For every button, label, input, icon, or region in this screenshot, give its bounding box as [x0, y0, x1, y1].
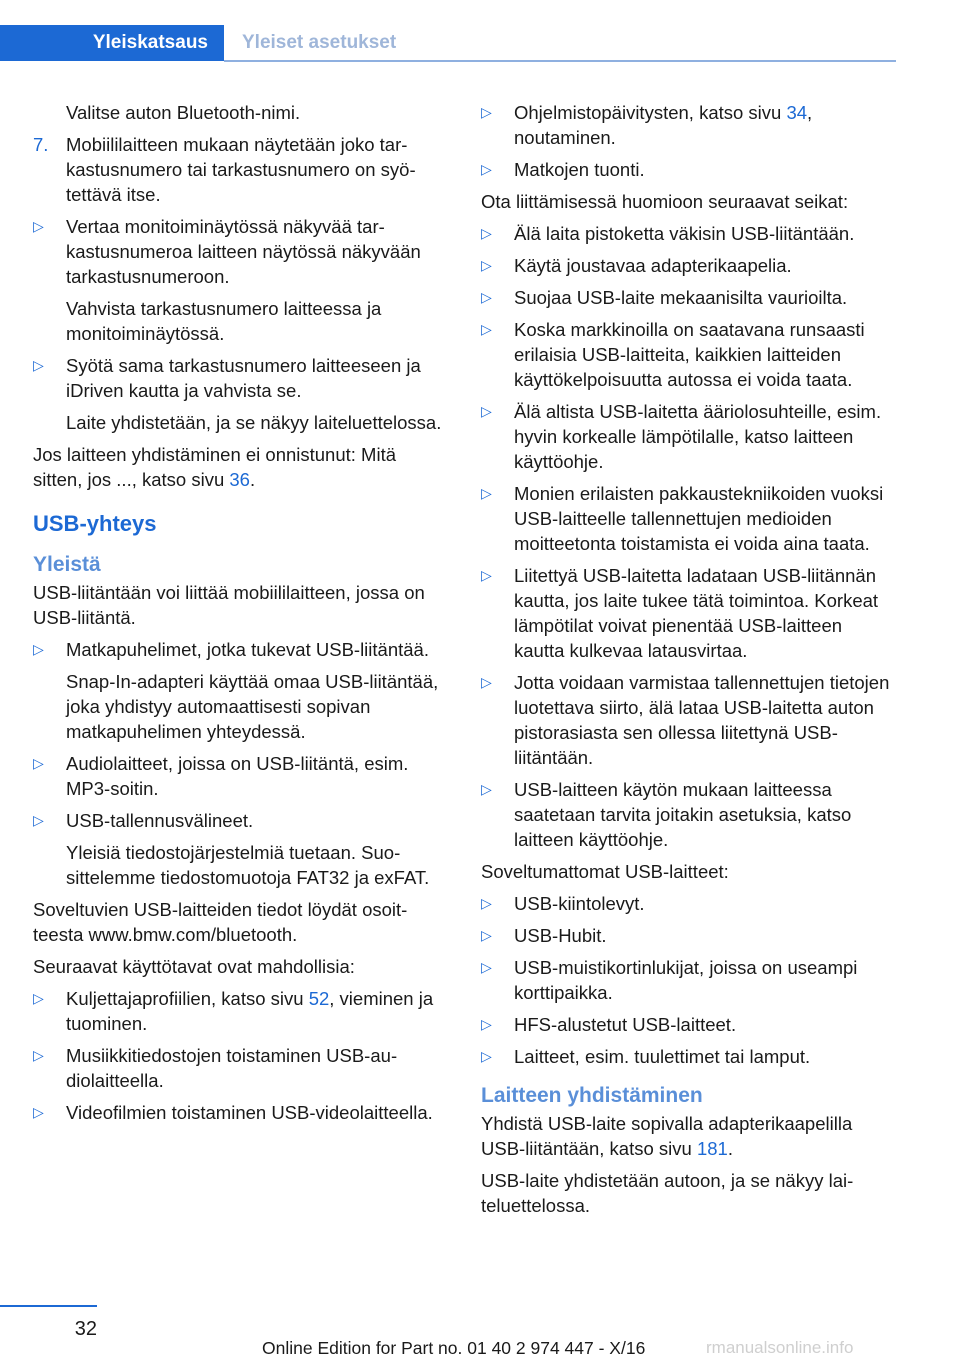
subsection-heading: Yleistä [33, 553, 101, 576]
list-item [481, 100, 897, 150]
list-item-text: USB-laitteen käytön mukaan laitteessa saatetaan tarvita joitakin asetuksia, katso laitteen käyttöohje. [514, 779, 852, 850]
numbered-step-7 [33, 132, 445, 207]
paragraph: USB-laite yhdistetään autoon, ja se näkyy laiteluettelossa. [481, 1170, 854, 1216]
list-item [33, 214, 445, 346]
list-item-text: USB-Hubit. [514, 925, 607, 946]
footer-rule [0, 1305, 97, 1307]
list-item-subtext: Yleisiä tiedostojärjestelmiä tuetaan. Suosittelemme tiedostomuotoja FAT32 ja exFAT. [66, 842, 430, 888]
paragraph: Soveltumattomat USB-laitteet: [481, 861, 729, 882]
header-tab-overview-label: Yleiskatsaus [92, 32, 208, 53]
subsection-heading: Laitteen yhdistäminen [481, 1084, 703, 1107]
bullet-list [33, 986, 445, 1125]
list-item [481, 563, 897, 663]
list-item [481, 891, 897, 916]
header-tab-general-settings[interactable] [242, 25, 396, 61]
list-item-subtext: Snap-In-adapteri käyttää omaa USB-liitäntää, joka yhdistyy automaattisesti sopivan matkapuhelimen yhteydessä. [66, 671, 439, 742]
page-link-34[interactable]: 34 [786, 102, 808, 123]
paragraph-text: . [249, 469, 256, 490]
list-item-text: USB-muistikortinlukijat, joissa on useampi korttipaikka. [514, 957, 858, 1003]
list-item-text: Liitettyä USB-laitetta ladataan USB-liitännän kautta, jos laite tukee tätä toimintoa. Korkeat lämpötilat voivat pienentää USB-laitteen kautta kulkevaa latausvirtaa. [514, 565, 879, 661]
header-tab-overview[interactable] [0, 25, 224, 61]
paragraph [481, 1111, 897, 1161]
paragraph: Soveltuvien USB-laitteiden tiedot löydät osoitteesta www.bmw.com/bluetooth. [33, 899, 408, 945]
right-column [481, 100, 897, 1225]
list-item [33, 986, 445, 1036]
list-item-text: , noutaminen. [514, 102, 813, 148]
list-item [481, 253, 897, 278]
list-item-text: Älä laita pistoketta väkisin USB-liitäntään. [514, 223, 855, 244]
list-item-text: Älä altista USB-laitetta ääriolosuhteille, esim. hyvin korkealle lämpötilalle, katso laitteen käyttöohje. [514, 401, 882, 472]
list-item-text: Audiolaitteet, joissa on USB-liitäntä, esim. MP3-soitin. [66, 753, 409, 799]
list-item-text: Monien erilaisten pakkaustekniikoiden vuoksi USB-laitteelle tallennettujen medioiden moitteetonta toistamista ei voida aina taata. [514, 483, 884, 554]
section-heading: USB-yhteys [33, 511, 157, 536]
paragraph: Valitse auton Bluetooth-nimi. [66, 102, 301, 123]
list-item [481, 777, 897, 852]
header-tab-general-settings-label: Yleiset asetukset [242, 32, 397, 53]
list-item [481, 955, 897, 1005]
list-item-text: , vieminen ja tuominen. [66, 988, 434, 1034]
paragraph-text: Yhdistä USB-laite sopivalla adapterikaapelilla USB-liitäntään, katso sivu [481, 1113, 853, 1159]
list-item [33, 353, 445, 403]
list-item [481, 157, 897, 182]
bullet-list [33, 637, 445, 890]
step-number: 7. [33, 134, 49, 155]
list-item-text: USB-kiintolevyt. [514, 893, 645, 914]
list-item [481, 1044, 897, 1069]
list-item [33, 808, 445, 890]
list-item [33, 1100, 445, 1125]
list-item [481, 221, 897, 246]
list-item-text: Musiikkitiedostojen toistaminen USB-audiolaitteella. [66, 1045, 398, 1091]
list-item-text: Käytä joustavaa adapterikaapelia. [514, 255, 792, 276]
list-item [481, 317, 897, 392]
paragraph: USB-liitäntään voi liittää mobiililaitteen, jossa on USB-liitäntä. [33, 582, 425, 628]
paragraph: Ota liittämisessä huomioon seuraavat seikat: [481, 191, 849, 212]
list-item-text: Laitteet, esim. tuulettimet tai lamput. [514, 1046, 811, 1067]
list-item [481, 923, 897, 948]
page-header [0, 0, 960, 62]
paragraph-text: . [727, 1138, 733, 1159]
paragraph [33, 442, 445, 492]
list-item-text: Kuljettajaprofiilien, katso sivu [66, 988, 309, 1009]
list-item [481, 285, 897, 310]
step-text: Mobiililaitteen mukaan näytetään joko tarkastusnumero tai tarkastusnumero on syötettävä itse. [66, 134, 416, 205]
list-item-text: Videofilmien toistaminen USB-videolaitteella. [66, 1102, 433, 1123]
page-link-181[interactable]: 181 [696, 1138, 728, 1159]
list-item-text: Koska markkinoilla on saatavana runsaasti erilaisia USB-laitteita, kaikkien laitteiden käyttökelpoisuutta autossa ei voida taata. [514, 319, 865, 390]
page-number: 32 [74, 1318, 97, 1340]
list-item [481, 481, 897, 556]
list-item-text: ▷ Vertaa monitoiminäytössä näkyvää tarkastusnumeroa laitteen näytössä näkyvään tarkastusnumeroon. [66, 216, 421, 287]
list-item-text: HFS-alustetut USB-laitteet. [514, 1014, 737, 1035]
bullet-list [481, 100, 897, 182]
page-link-36[interactable]: 36 [229, 469, 250, 490]
bullet-list [481, 221, 897, 852]
list-item [33, 637, 445, 744]
list-item-text: Matkojen tuonti. [514, 159, 645, 180]
footer-edition: Online Edition for Part no. 01 40 2 974 447 - X/16 [262, 1338, 646, 1358]
paragraph: Seuraavat käyttötavat ovat mahdollisia: [33, 956, 355, 977]
list-item-text: ▷ USB-tallennusvälineet. [66, 810, 254, 831]
list-item-text: Jotta voidaan varmistaa tallennettujen tietojen luotettava siirto, älä lataa USB-laitetta auton pistorasiasta sen ollessa liitettynä USB-liitäntään. [514, 672, 890, 768]
bullet-list [33, 214, 445, 403]
paragraph-text: Jos laitteen yhdistäminen ei onnistunut: Mitä sitten, jos ..., katso sivu [33, 444, 397, 490]
paragraph: Laite yhdistetään, ja se näkyy laiteluettelossa. [66, 412, 442, 433]
list-item-subtext: Vahvista tarkastusnumero laitteessa ja monitoiminäytössä. [66, 298, 382, 344]
list-item [481, 670, 897, 770]
list-item [481, 1012, 897, 1037]
page-link-52[interactable]: 52 [308, 988, 330, 1009]
list-item-text: Syötä sama tarkastusnumero laitteeseen ja iDriven kautta ja vahvista se. [66, 355, 421, 401]
list-item-text: Suojaa USB-laite mekaanisilta vaurioilta. [514, 287, 848, 308]
footer-watermark: rmanualsonline.info [706, 1338, 854, 1357]
list-item-text: Ohjelmistopäivitysten, katso sivu [514, 102, 787, 123]
list-item-text: ▷ Matkapuhelimet, jotka tukevat USB-liitäntää. [66, 639, 429, 660]
left-column [33, 100, 445, 1132]
list-item [33, 751, 445, 801]
bullet-list [481, 891, 897, 1069]
list-item [481, 399, 897, 474]
header-divider [224, 60, 896, 62]
list-item [33, 1043, 445, 1093]
